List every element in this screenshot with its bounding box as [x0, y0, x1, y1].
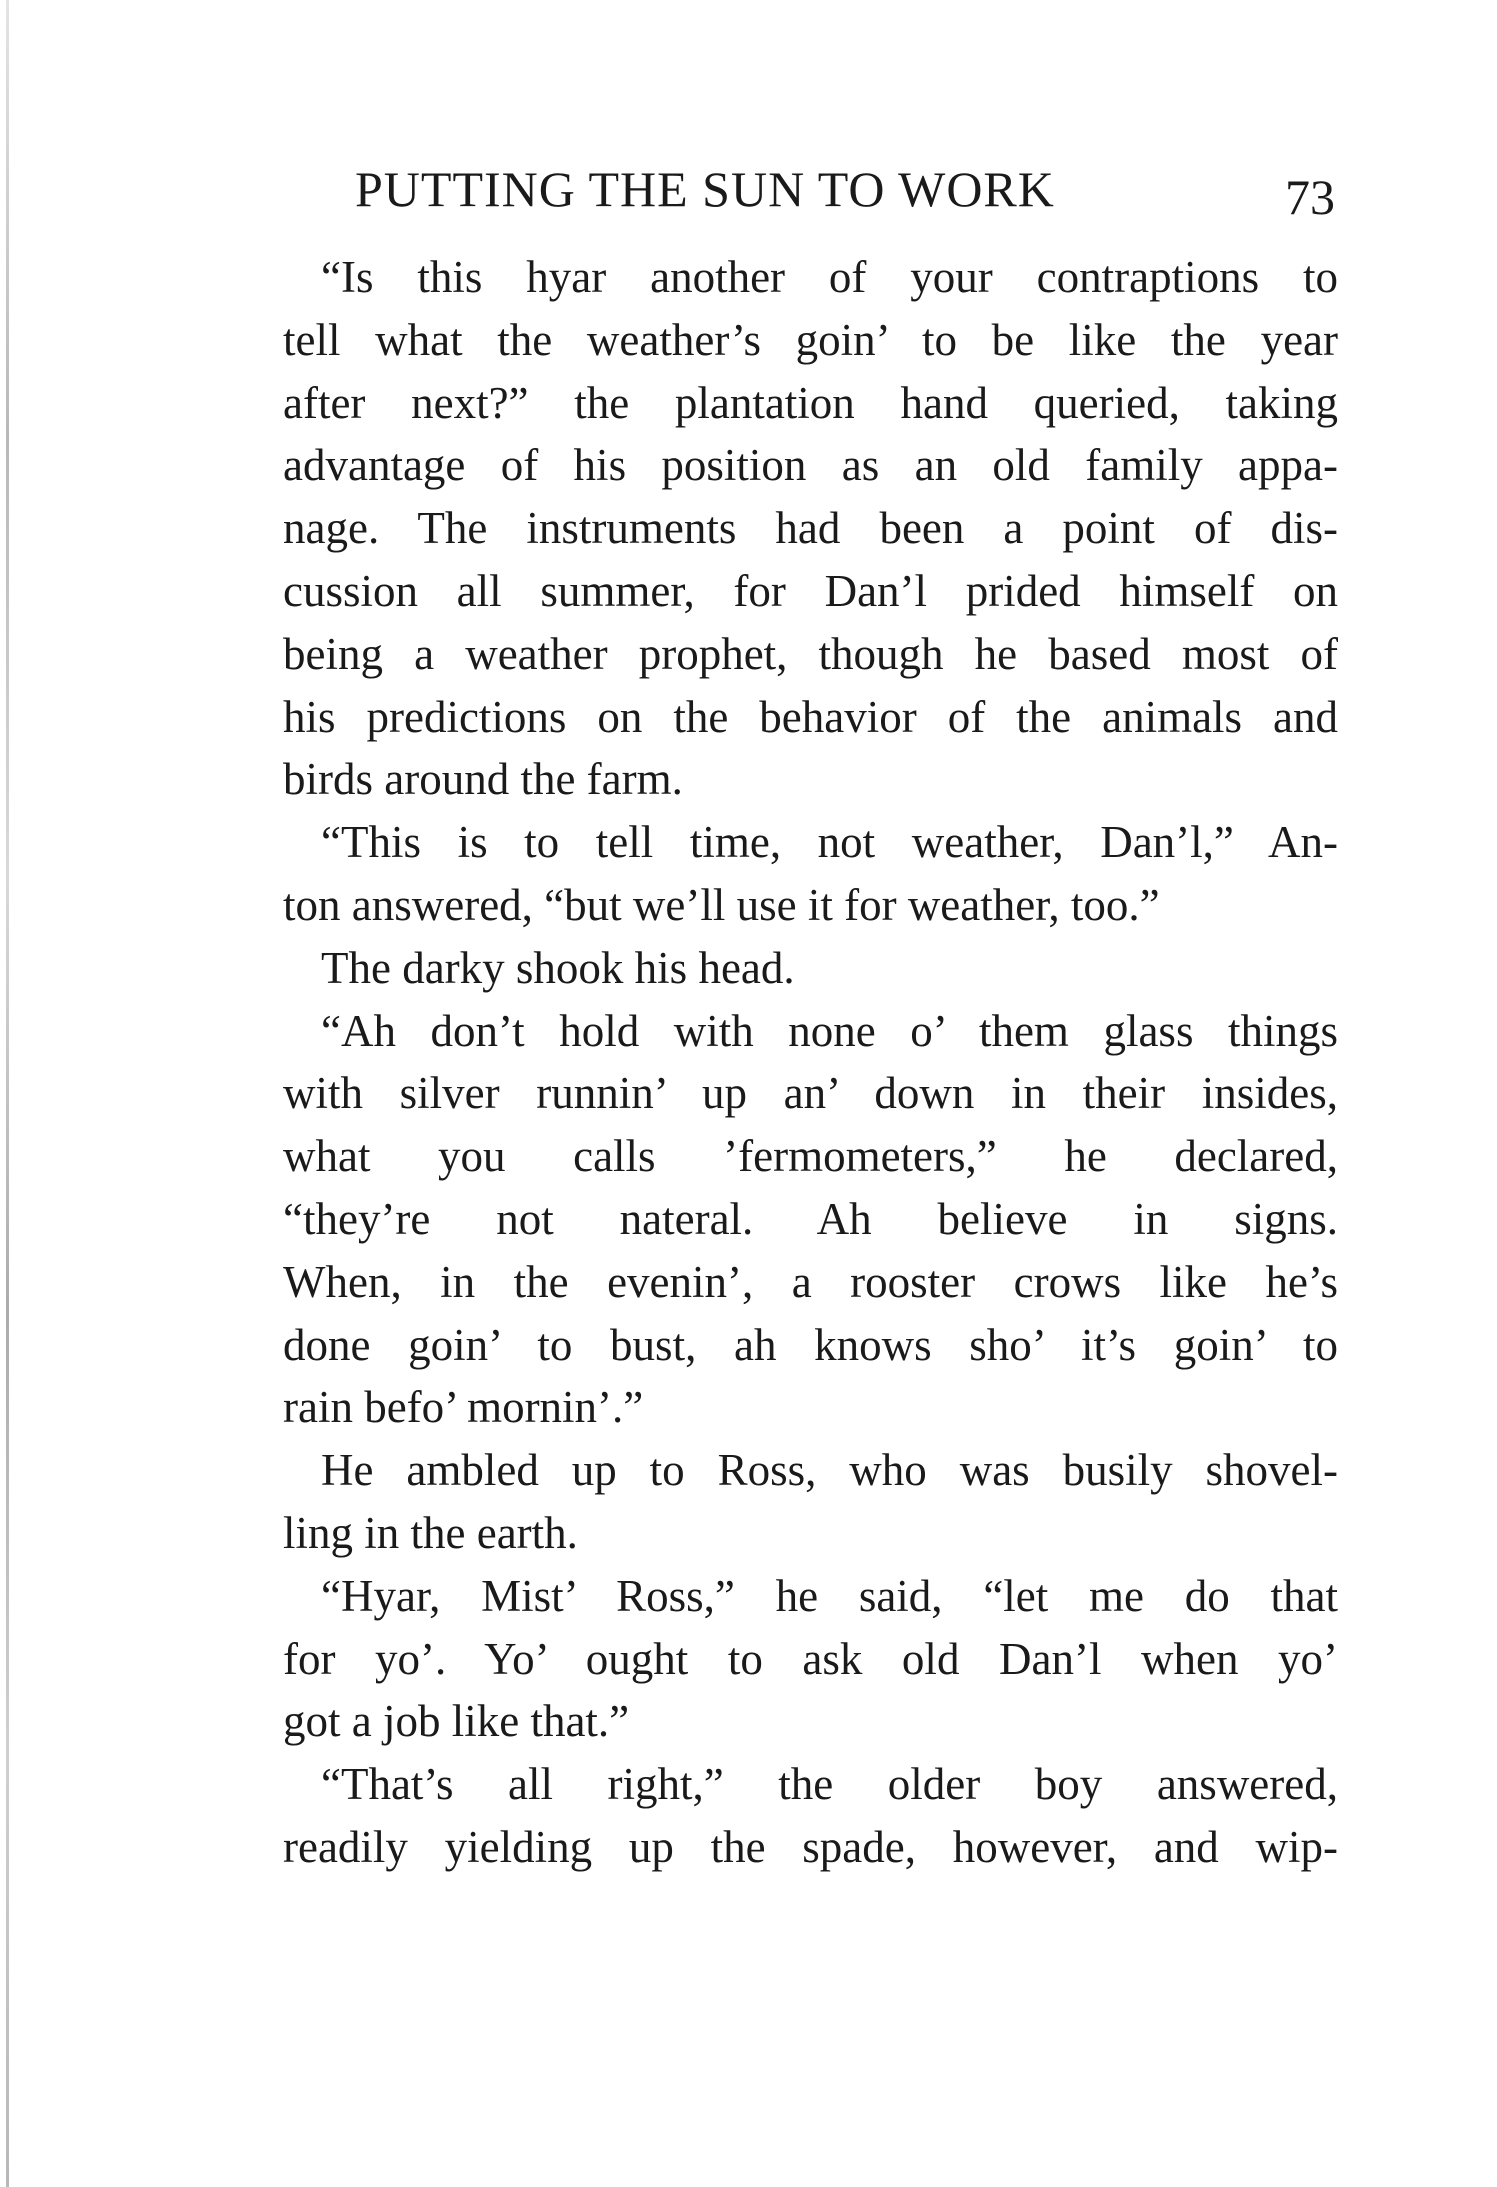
text-line: “they’re not nateral. Ah believe in signs.: [283, 1193, 1338, 1244]
text-line: rain befo’ mornin’.”: [283, 1382, 644, 1433]
text-line: after next?” the plantation hand queried, taking: [283, 377, 1338, 428]
text-line: He ambled up to Ross, who was busily shovel-: [321, 1445, 1338, 1496]
text-line: birds around the farm.: [283, 754, 683, 805]
text-line: done goin’ to bust, ah knows sho’ it’s goin’ to: [283, 1319, 1338, 1370]
page-number: 73: [1285, 169, 1335, 225]
text-line: “That’s all right,” the older boy answered,: [321, 1759, 1338, 1810]
text-line: cussion all summer, for Dan’l prided himself on: [283, 565, 1338, 616]
page-header: [355, 150, 1335, 225]
text-line: The darky shook his head.: [321, 942, 795, 993]
text-line: ling in the earth.: [283, 1507, 578, 1558]
text-line: his predictions on the behavior of the animals and: [283, 691, 1338, 742]
text-line: readily yielding up the spade, however, and wip-: [283, 1821, 1338, 1872]
text-line: tell what the weather’s goin’ to be like the year: [283, 314, 1338, 365]
text-line: “Hyar, Mist’ Ross,” he said, “let me do that: [321, 1570, 1338, 1621]
text-line: nage. The instruments had been a point of dis-: [283, 503, 1338, 554]
text-line: “This is to tell time, not weather, Dan’l,” An-: [321, 817, 1338, 868]
text-line: being a weather prophet, though he based most of: [283, 628, 1338, 679]
body-text: [283, 246, 1338, 1879]
text-line: “Is this hyar another of your contraptions to: [321, 252, 1338, 302]
text-line: advantage of his position as an old family appa-: [283, 440, 1338, 491]
text-line: When, in the evenin’, a rooster crows like he’s: [283, 1256, 1338, 1307]
text-line: “Ah don’t hold with none o’ them glass things: [321, 1005, 1338, 1056]
text-line: for yo’. Yo’ ought to ask old Dan’l when yo’: [283, 1633, 1338, 1684]
text-line: with silver runnin’ up an’ down in their insides,: [283, 1068, 1338, 1119]
page-binding-edge: [6, 0, 9, 2187]
text-line: ton answered, “but we’ll use it for weather, too.”: [283, 879, 1160, 930]
running-head: PUTTING THE SUN TO WORK: [355, 161, 1055, 217]
text-line: what you calls ’fermometers,” he declared,: [283, 1131, 1338, 1182]
text-line: got a job like that.”: [283, 1696, 630, 1747]
